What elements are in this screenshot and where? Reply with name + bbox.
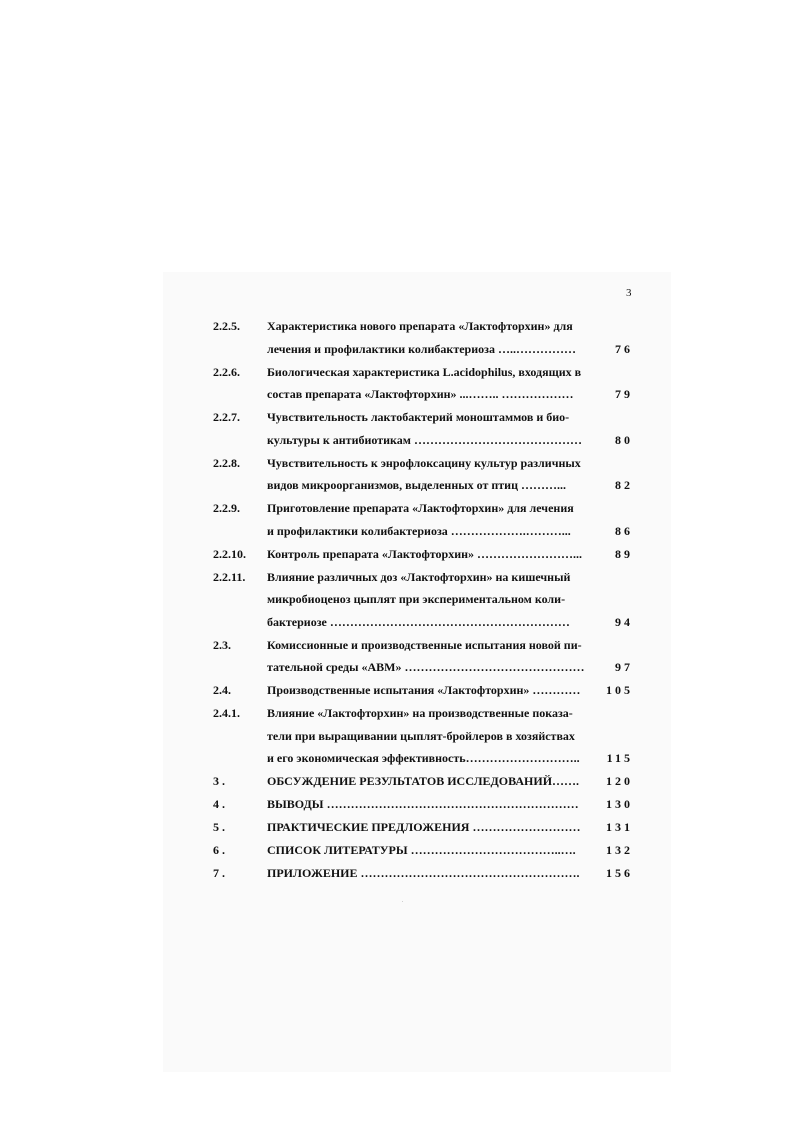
toc-entry-title-line: микробиоценоз цыплят при экспериментальном коли- [267, 592, 566, 606]
toc-entry-title-line: Характеристика нового препарата «Лактофторхин» для [267, 319, 573, 333]
toc-entry-title [267, 862, 593, 885]
toc-entry-page: 80 [615, 432, 633, 447]
toc-entry-title [267, 543, 593, 566]
toc-entry-title-line: Приготовление препарата «Лактофторхин» для лечения [267, 501, 574, 515]
toc-entry-title [267, 634, 593, 679]
toc-entry-number: 3 . [213, 774, 225, 788]
toc-entry-page: 79 [615, 387, 633, 401]
toc-entry-number: 2.4. [213, 683, 231, 697]
toc-entry-page: 115 [606, 751, 633, 765]
toc-entry-title [267, 793, 593, 816]
toc-entry-page: 82 [615, 478, 633, 492]
toc-entry [213, 816, 633, 839]
toc-entry-number: 2.2.6. [213, 364, 240, 379]
toc-entry-page: 97 [615, 660, 633, 674]
toc-entry-number: 2.2.10. [213, 546, 246, 561]
toc-entry [213, 793, 633, 816]
toc-entry [213, 702, 633, 770]
toc-entry-title-line: Биологическая характеристика L.acidophilus, входящих в [267, 364, 582, 379]
toc-entry-title-line: и профилактики колибактериоза ……………….………... [267, 523, 571, 538]
toc-entry-title [267, 452, 593, 497]
toc-entry-title-line: видов микроорганизмов, выделенных от птиц ………... [267, 478, 566, 492]
scan-speck [402, 901, 403, 902]
toc-entry-page: 130 [606, 797, 633, 811]
toc-entry-title-line: Чувствительность к энрофлоксацину культур различных [267, 455, 581, 470]
toc-entry-title-line: и его экономическая эффективность……………………….. [267, 751, 580, 765]
toc-entry [213, 452, 633, 497]
toc-entry-number: 2.4.1. [213, 706, 240, 720]
toc-entry [213, 497, 633, 542]
toc-entry-page: 89 [615, 546, 633, 561]
toc-entry-page: 131 [606, 820, 633, 834]
toc-entry-title-line: СПИСОК ЛИТЕРАТУРЫ ………………………………..…. [267, 843, 576, 857]
toc-entry-title [267, 679, 593, 702]
toc-entry-title-line: ВЫВОДЫ ……………………………………………………… [267, 797, 579, 811]
toc-entry [213, 839, 633, 862]
toc-entry [213, 862, 633, 885]
toc-entry-page: 76 [615, 341, 633, 356]
toc-entry-number: 2.2.7. [213, 410, 240, 424]
toc-entry-page: 120 [606, 774, 633, 788]
table-of-contents [213, 315, 633, 885]
toc-entry-title-line: ОБСУЖДЕНИЕ РЕЗУЛЬТАТОВ ИССЛЕДОВАНИЙ……. [267, 774, 580, 788]
toc-entry-page: 86 [615, 523, 633, 538]
toc-entry [213, 566, 633, 634]
toc-entry [213, 770, 633, 793]
toc-entry [213, 679, 633, 702]
toc-entry [213, 361, 633, 406]
toc-entry-number: 2.2.5. [213, 319, 240, 333]
toc-entry-title-line: культуры к антибиотикам …………………………………… [267, 432, 582, 447]
toc-entry-number: 2.2.8. [213, 455, 240, 470]
toc-entry-title [267, 839, 593, 862]
toc-entry-title-line: Производственные испытания «Лактофторхин» ………… [267, 683, 581, 697]
toc-entry-title [267, 361, 593, 406]
toc-entry-title-line: ПРАКТИЧЕСКИЕ ПРЕДЛОЖЕНИЯ ……………………… [267, 820, 581, 834]
toc-entry [213, 543, 633, 566]
page-number: 3 [626, 287, 632, 299]
toc-entry-number: 2.2.9. [213, 501, 240, 515]
toc-entry-page: 132 [606, 843, 633, 857]
toc-entry-number: 5 . [213, 820, 225, 834]
toc-entry [213, 406, 633, 451]
toc-entry-title [267, 406, 593, 451]
toc-entry-title-line: Комиссионные и производственные испытания новой пи- [267, 637, 582, 652]
toc-entry-title [267, 497, 593, 542]
toc-entry-title [267, 315, 593, 360]
toc-entry-title [267, 566, 593, 634]
toc-entry-number: 4 . [213, 797, 225, 811]
toc-entry-title-line: Влияние «Лактофторхин» на производственные показа- [267, 706, 573, 720]
toc-entry-title-line: тательной среды «АВМ» ……………………………………… [267, 660, 585, 674]
toc-entry-number: 6 . [213, 843, 225, 857]
toc-entry-title-line: лечения и профилактики колибактериоза …..…………… [267, 341, 576, 356]
toc-entry-title [267, 816, 593, 839]
toc-entry-title-line: Контроль препарата «Лактофторхин» ……………………... [267, 546, 583, 561]
toc-entry-title-line: тели при выращивании цыплят-бройлеров в хозяйствах [267, 728, 575, 743]
toc-entry [213, 315, 633, 360]
toc-entry-number: 2.3. [213, 637, 231, 652]
toc-entry-title [267, 702, 593, 770]
toc-entry-number: 7 . [213, 866, 225, 880]
toc-entry-title-line: ПРИЛОЖЕНИЕ ………………………………………………. [267, 866, 580, 880]
toc-entry-title [267, 770, 593, 793]
toc-entry-title-line: Чувствительность лактобактерий моноштаммов и био- [267, 410, 570, 424]
toc-entry-number: 2.2.11. [213, 569, 246, 584]
toc-entry-title-line: состав препарата «Лактофторхин» ...…….. ……………… [267, 387, 574, 401]
toc-entry-page: 156 [606, 866, 633, 880]
toc-entry-page: 105 [606, 683, 633, 697]
toc-entry-title-line: бактериозе …………………………………………………… [267, 614, 570, 629]
toc-entry [213, 634, 633, 679]
toc-entry-page: 94 [615, 614, 633, 629]
toc-entry-title-line: Влияние различных доз «Лактофторхин» на кишечный [267, 569, 571, 584]
